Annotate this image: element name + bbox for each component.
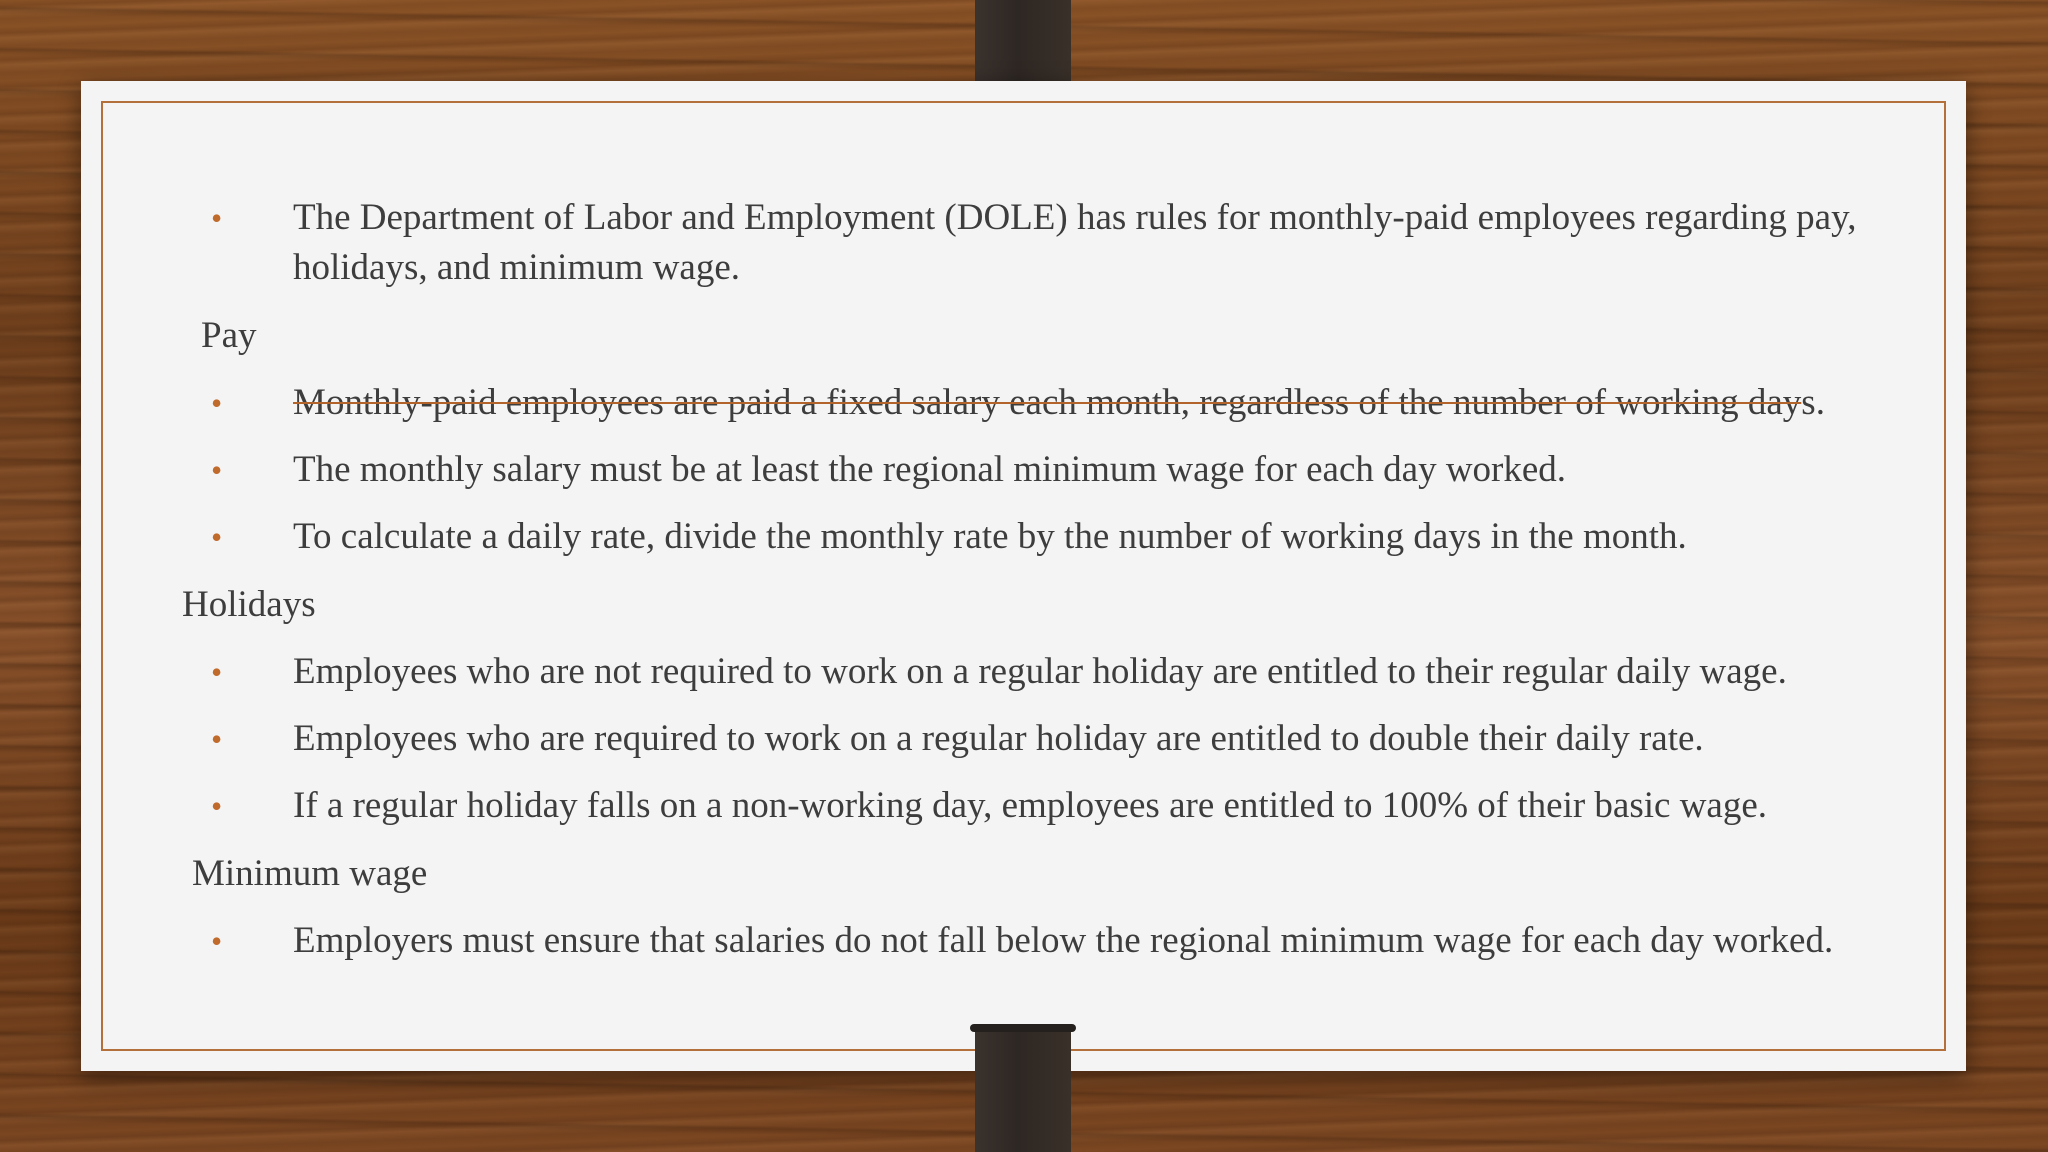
list-item bbox=[211, 916, 1951, 966]
bullet-icon: • bbox=[211, 452, 223, 488]
bullet-icon: • bbox=[211, 200, 223, 236]
bullet-icon: • bbox=[211, 721, 223, 757]
list-item-text: If a regular holiday falls on a non-working day, employees are entitled to 100% of their basic wage. bbox=[293, 785, 1768, 826]
list-item-text: Employees who are not required to work on a regular holiday are entitled to their regular daily wage. bbox=[293, 651, 1787, 692]
list-item bbox=[211, 378, 1951, 428]
slide-card bbox=[81, 81, 1966, 1071]
list-item bbox=[211, 512, 1951, 562]
list-item bbox=[211, 714, 1951, 764]
section-heading-pay: Pay bbox=[201, 315, 257, 356]
binder-clip-bottom bbox=[975, 1024, 1071, 1152]
list-item-text: Employers must ensure that salaries do not fall below the regional minimum wage for each day worked. bbox=[293, 920, 1834, 961]
bullet-icon: • bbox=[211, 923, 223, 959]
section-heading-minimum-wage: Minimum wage bbox=[192, 853, 428, 894]
list-item-text bbox=[293, 378, 1951, 428]
bullet-icon: • bbox=[211, 519, 223, 555]
intro-text: The Department of Labor and Employment (DOLE) has rules for monthly-paid employees regarding pay, holidays, and minimum wage. bbox=[293, 197, 1857, 288]
list-item-text: Employees who are required to work on a regular holiday are entitled to double their daily rate. bbox=[293, 718, 1704, 759]
bullet-icon: • bbox=[211, 788, 223, 824]
list-item bbox=[211, 647, 1951, 697]
list-item bbox=[211, 445, 1951, 495]
bullet-icon: • bbox=[211, 654, 223, 690]
intro-bullet bbox=[211, 193, 1951, 293]
struck-text-tail: s. bbox=[1801, 382, 1825, 423]
bullet-icon: • bbox=[211, 385, 223, 421]
list-item bbox=[211, 781, 1951, 831]
struck-text: Monthly-paid employees are paid a fixed salary each month, regardless of the number of working day bbox=[293, 382, 1802, 423]
list-item-text: To calculate a daily rate, divide the monthly rate by the number of working days in the month. bbox=[293, 516, 1687, 557]
list-item-text: The monthly salary must be at least the regional minimum wage for each day worked. bbox=[293, 449, 1567, 490]
section-heading-holidays: Holidays bbox=[182, 584, 316, 625]
